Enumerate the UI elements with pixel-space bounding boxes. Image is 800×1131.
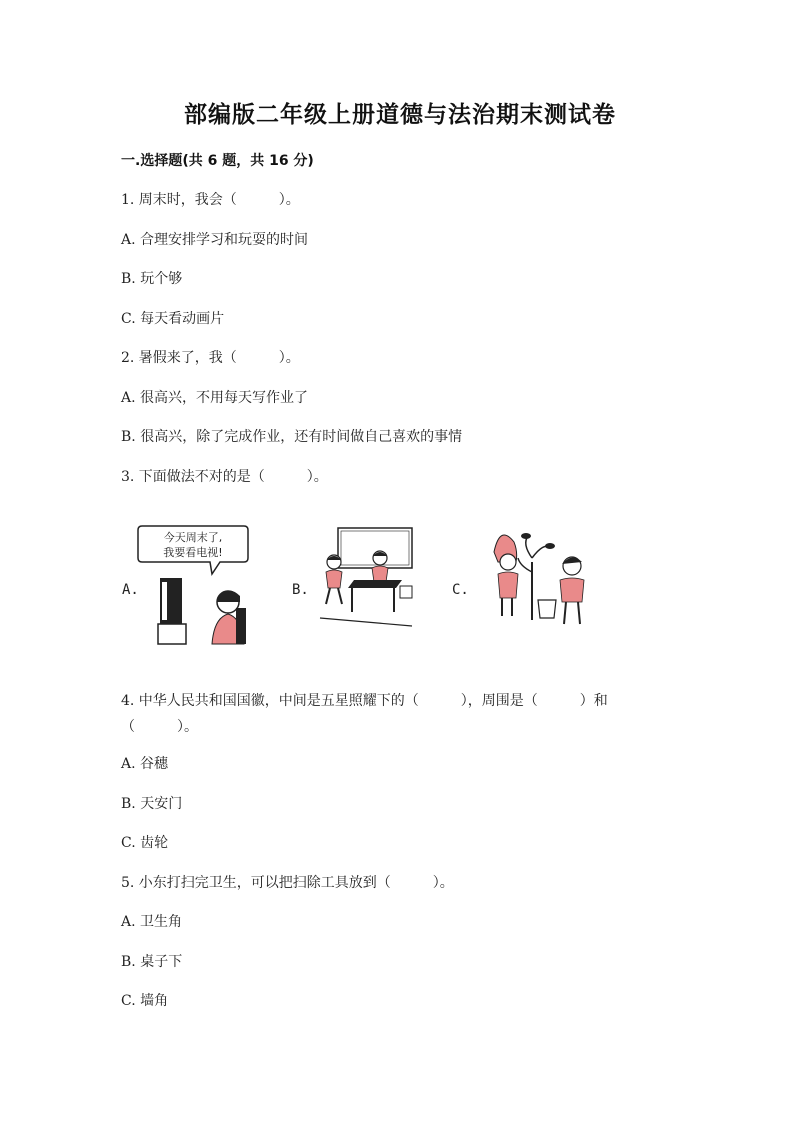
question-3-label-a: A.: [122, 582, 139, 598]
question-1-option-a: A. 合理安排学习和玩耍的时间: [121, 232, 309, 248]
question-5-option-a: A. 卫生角: [121, 914, 183, 930]
question-3-stem: 3. 下面做法不对的是（ ）。: [121, 469, 328, 485]
question-3-label-b: B.: [292, 582, 309, 598]
question-2-stem: 2. 暑假来了，我（ ）。: [121, 350, 300, 366]
question-5-stem: 5. 小东打扫完卫生，可以把扫除工具放到（ ）。: [121, 875, 454, 891]
question-4-stem: 4. 中华人民共和国国徽，中间是五星照耀下的（ ），周围是（ ）和（ ）。: [121, 693, 608, 735]
question-1-option-b: B. 玩个够: [121, 271, 183, 287]
question-3-label-c: C.: [452, 582, 469, 598]
question-1-option-c: C. 每天看动画片: [121, 311, 225, 327]
tv-watching-illustration: [132, 522, 252, 648]
question-4-option-c: C. 齿轮: [121, 835, 169, 851]
tree-planting-illustration: [488, 522, 598, 628]
question-2-option-a: A. 很高兴，不用每天写作业了: [121, 390, 309, 406]
question-1-stem: 1. 周末时，我会（ ）。: [121, 192, 300, 208]
chair: [236, 608, 246, 644]
bubble-text-line1: 今天周末了,: [163, 531, 223, 544]
bucket: [538, 600, 556, 618]
question-5-option-c: C. 墙角: [121, 993, 169, 1009]
question-2-option-b: B. 很高兴，除了完成作业，还有时间做自己喜欢的事情: [121, 429, 463, 445]
section-heading: 一.选择题(共 6 题，共 16 分): [121, 153, 314, 169]
desk: [348, 580, 402, 588]
question-4-option-a: A. 谷穗: [121, 756, 169, 772]
bubble-text-line2: 我要看电视!: [163, 546, 223, 559]
question-4-option-b: B. 天安门: [121, 796, 183, 812]
page-title: 部编版二年级上册道德与法治期末测试卷: [184, 102, 616, 128]
question-5-option-b: B. 桌子下: [121, 954, 183, 970]
cleaning-illustration: [316, 522, 416, 630]
